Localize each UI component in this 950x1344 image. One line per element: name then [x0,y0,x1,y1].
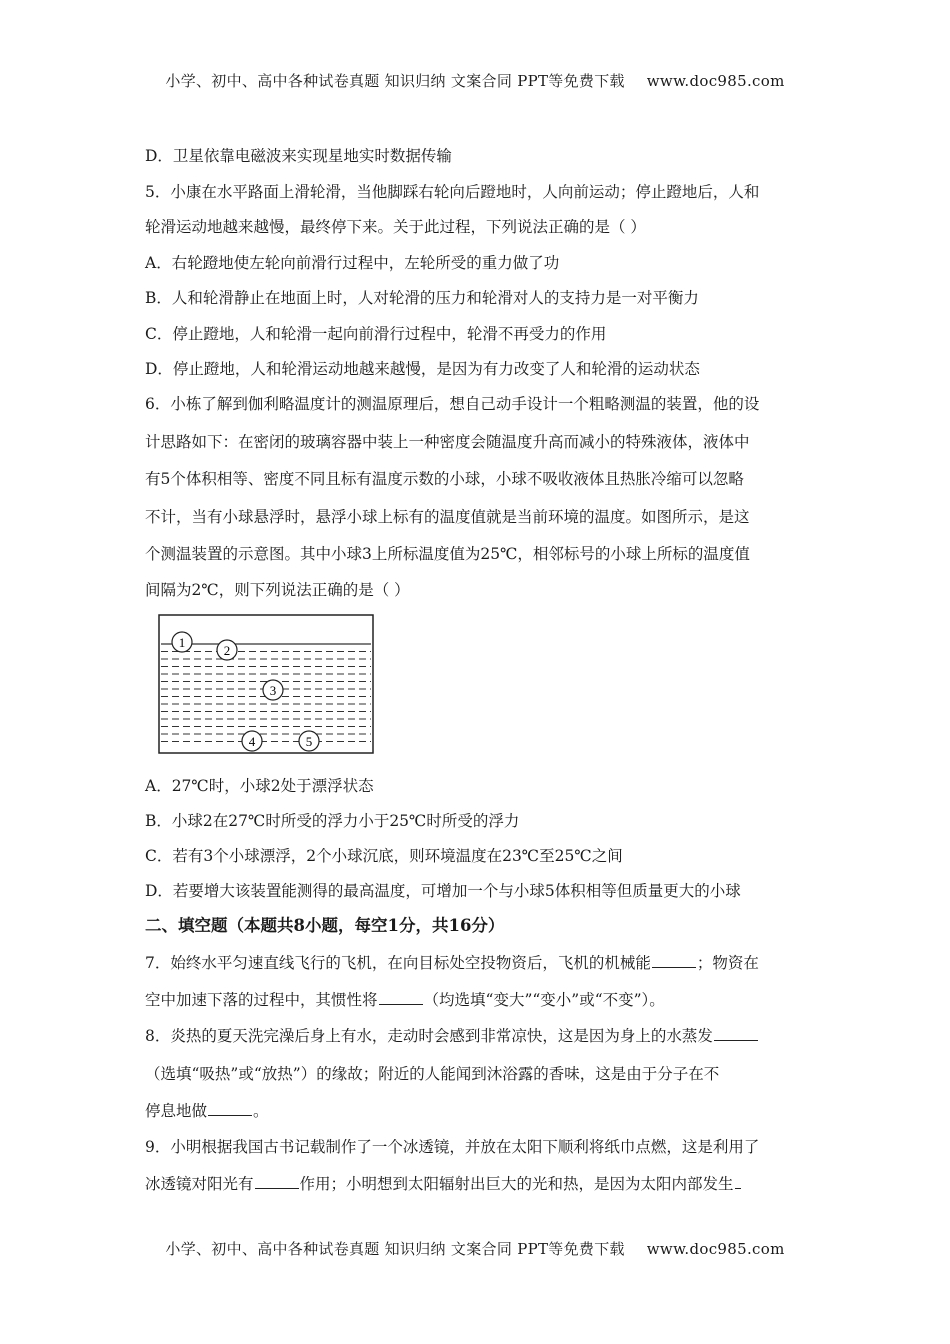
section-2-heading: 二、填空题（本题共8小题，每空1分，共16分） [145,916,505,935]
q7-line2-tail: （均选填“变大”“变小”或“不变”）。 [423,991,665,1009]
q8-blank-2[interactable] [208,1101,252,1116]
q8-line3-text: 停息地做 [145,1102,208,1120]
ball-1-label: 1 [178,635,186,650]
q6-stem-line1: 6．小栋了解到伽利略温度计的测温原理后，想自己动手设计一个粗略测温的装置，他的设 [145,395,760,413]
ball-3 [263,680,283,700]
page-header [0,70,950,91]
header-text: 小学、初中、高中各种试卷真题 知识归纳 文案合同 PPT等免费下载 [165,72,625,90]
page-footer [0,1238,950,1259]
footer-site: www.doc985.com [646,1240,785,1258]
q8-line1 [145,1026,825,1046]
q7-blank-1[interactable] [652,953,696,968]
ball-5 [299,731,319,751]
q9-blank-2[interactable] [735,1174,741,1189]
q5-option-c: C．停止蹬地，人和轮滑一起向前滑行过程中，轮滑不再受力的作用 [145,325,607,343]
q7-line1 [145,953,825,973]
q7-line2 [145,990,825,1010]
q9-line2-tail: 作用；小明想到太阳辐射出巨大的光和热，是因为太阳内部发生 [299,1175,734,1193]
q6-stem-line4: 不计，当有小球悬浮时，悬浮小球上标有的温度值就是当前环境的温度。如图所示，是这 [145,508,750,526]
q8-line1-text: 8．炎热的夏天洗完澡后身上有水，走动时会感到非常凉快，这是因为身上的水蒸发 [145,1027,713,1045]
ball-4-label: 4 [248,734,256,749]
q6-stem-line5: 个测温装置的示意图。其中小球3上所标温度值为25℃，相邻标号的小球上所标的温度值 [145,545,750,563]
q9-line2 [145,1174,825,1194]
q9-line2-text: 冰透镜对阳光有 [145,1175,254,1193]
thermometer-figure [158,614,376,756]
q6-option-b: B．小球2在27℃时所受的浮力小于25℃时所受的浮力 [145,812,520,830]
q6-stem-line2: 计思路如下：在密闭的玻璃容器中装上一种密度会随温度升高而减小的特殊液体，液体中 [145,433,750,451]
ball-1 [172,632,192,652]
q4-option-d: D．卫星依靠电磁波来实现星地实时数据传输 [145,147,452,165]
footer-text: 小学、初中、高中各种试卷真题 知识归纳 文案合同 PPT等免费下载 [165,1240,625,1258]
ball-3-label: 3 [269,683,277,698]
ball-4 [242,731,262,751]
header-site: www.doc985.com [646,72,785,90]
q5-option-a: A．右轮蹬地使左轮向前滑行过程中，左轮所受的重力做了功 [145,254,560,272]
ball-2-label: 2 [223,643,231,658]
q8-blank-1[interactable] [714,1026,758,1041]
q9-blank-1[interactable] [255,1174,299,1189]
ball-2 [217,640,237,660]
q5-stem-line1: 5．小康在水平路面上滑轮滑，当他脚踩右轮向后蹬地时，人向前运动；停止蹬地后，人和 [145,183,760,201]
q7-line2-text: 空中加速下落的过程中，其惯性将 [145,991,378,1009]
ball-5-label: 5 [305,734,313,749]
q8-line2: （选填“吸热”或“放热”）的缘故；附近的人能闻到沐浴露的香味，这是由于分子在不 [145,1065,720,1083]
q7-blank-2[interactable] [379,990,423,1005]
q5-option-b: B．人和轮滑静止在地面上时，人对轮滑的压力和轮滑对人的支持力是一对平衡力 [145,289,699,307]
q5-stem-line2: 轮滑运动地越来越慢，最终停下来。关于此过程，下列说法正确的是（ ） [145,218,646,236]
q9-line1: 9．小明根据我国古书记载制作了一个冰透镜，并放在太阳下顺利将纸巾点燃，这是利用了 [145,1138,760,1156]
q8-line3-tail: 。 [253,1102,269,1120]
q6-option-a: A．27℃时，小球2处于漂浮状态 [145,777,374,795]
q6-stem-line6: 间隔为2℃，则下列说法正确的是（ ） [145,581,410,599]
q6-stem-line3: 有5个体积相等、密度不同且标有温度示数的小球，小球不吸收液体且热胀冷缩可以忽略 [145,470,744,488]
q6-option-d: D．若要增大该装置能测得的最高温度，可增加一个与小球5体积相等但质量更大的小球 [145,882,741,900]
q7-line1-text: 7．始终水平匀速直线飞行的飞机，在向目标处空投物资后，飞机的机械能 [145,954,651,972]
q6-option-c: C．若有3个小球漂浮，2个小球沉底，则环境温度在23℃至25℃之间 [145,847,623,865]
q7-line1-tail: ；物资在 [696,954,759,972]
q5-option-d: D．停止蹬地，人和轮滑运动地越来越慢，是因为有力改变了人和轮滑的运动状态 [145,360,700,378]
q8-line3 [145,1101,825,1121]
